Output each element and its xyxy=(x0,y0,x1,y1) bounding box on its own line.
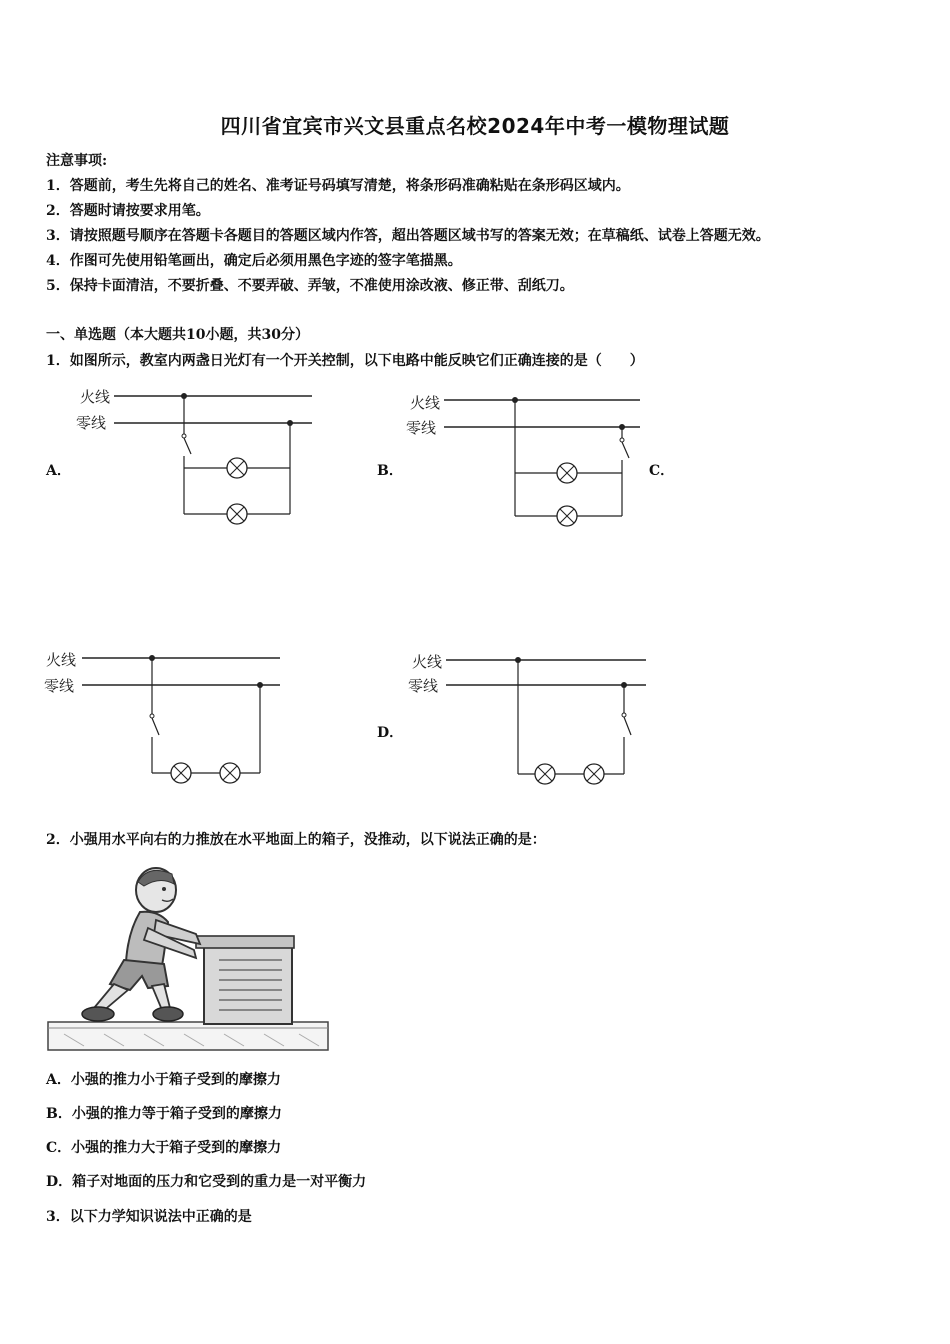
lamp-icon xyxy=(171,763,191,783)
notice-item: 3．请按照题号顺序在答题卡各题目的答题区域内作答，超出答题区域书写的答案无效；在草稿纸、试卷上答题无效。 xyxy=(46,228,770,244)
notice-item: 2．答题时请按要求用笔。 xyxy=(46,203,210,219)
option-a-label: A． xyxy=(46,463,71,479)
question-2-option: D．箱子对地面的压力和它受到的重力是一对平衡力 xyxy=(46,1174,367,1190)
page-title: 四川省宜宾市兴文县重点名校2024年中考一模物理试题 xyxy=(220,114,730,138)
option-c-label: C． xyxy=(649,463,675,479)
live-wire-label: 火线 xyxy=(410,394,441,412)
option-b-label: B． xyxy=(377,463,403,479)
live-wire-label: 火线 xyxy=(80,388,111,406)
lamp-icon xyxy=(557,506,577,526)
neutral-wire-label: 零线 xyxy=(406,419,437,437)
lamp-icon xyxy=(535,764,555,784)
notice-item: 5．保持卡面清洁，不要折叠、不要弄破、弄皱，不准使用涂改液、修正带、刮纸刀。 xyxy=(46,278,574,294)
neutral-wire-label: 零线 xyxy=(408,677,439,695)
lamp-icon xyxy=(584,764,604,784)
circuit-b xyxy=(402,388,652,528)
boy-pushing-box-illustration xyxy=(44,862,334,1057)
neutral-wire-label: 零线 xyxy=(44,677,75,695)
notice-item: 1．答题前，考生先将自己的姓名、准考证号码填写清楚，将条形码准确粘贴在条形码区域内。 xyxy=(46,178,630,194)
option-d-label: D． xyxy=(377,725,404,741)
live-wire-label: 火线 xyxy=(412,653,443,671)
question-2-stem: 2．小强用水平向右的力推放在水平地面上的箱子，没推动，以下说法正确的是： xyxy=(46,832,546,848)
live-wire-label: 火线 xyxy=(46,651,77,669)
lamp-icon xyxy=(227,504,247,524)
question-3-stem: 3．以下力学知识说法中正确的是 xyxy=(46,1209,252,1225)
section-heading: 一、单选题（本大题共10小题，共30分） xyxy=(46,327,309,343)
circuit-a xyxy=(70,382,320,522)
lamp-icon xyxy=(227,458,247,478)
question-2-option: A．小强的推力小于箱子受到的摩擦力 xyxy=(46,1072,281,1088)
lamp-icon xyxy=(220,763,240,783)
question-2-option: C．小强的推力大于箱子受到的摩擦力 xyxy=(46,1140,282,1156)
lamp-icon xyxy=(557,463,577,483)
notice-heading: 注意事项: xyxy=(46,153,108,169)
circuit-c xyxy=(40,645,290,790)
notice-item: 4．作图可先使用铅笔画出，确定后必须用黑色字迹的签字笔描黑。 xyxy=(46,253,462,269)
question-2-option: B．小强的推力等于箱子受到的摩擦力 xyxy=(46,1106,282,1122)
neutral-wire-label: 零线 xyxy=(76,414,107,432)
circuit-d xyxy=(404,647,654,792)
question-1-stem: 1．如图所示，教室内两盏日光灯有一个开关控制，以下电路中能反映它们正确连接的是（ ） xyxy=(46,353,644,369)
